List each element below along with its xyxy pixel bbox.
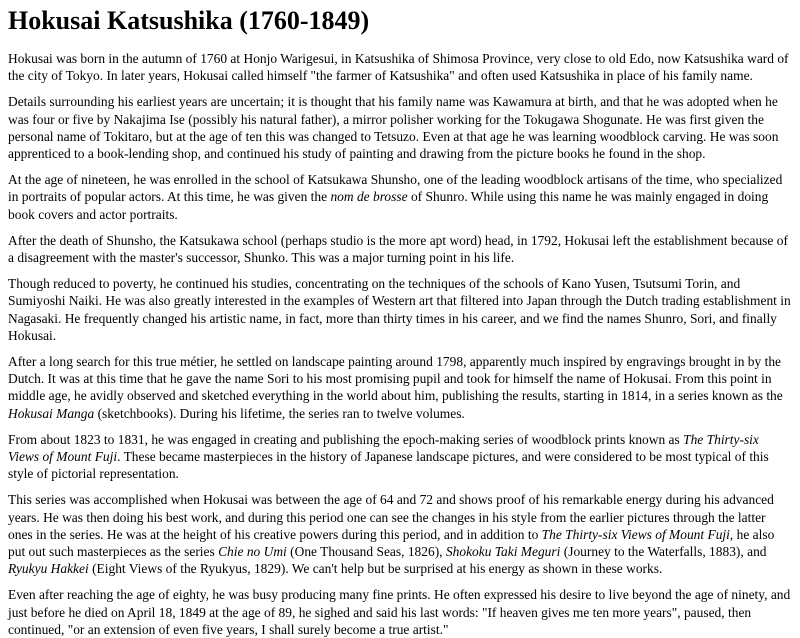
page-title: Hokusai Katsushika (1760-1849) — [8, 6, 370, 35]
paragraph — [8, 275, 792, 344]
paragraph — [8, 50, 792, 84]
italic-title: Ryukyu Hakkei — [8, 561, 89, 577]
paragraph — [8, 353, 792, 422]
text-segment: of Shunro. While using this name he was mainly engaged in doing book covers and actor portraits. — [8, 189, 769, 222]
text-segment: (sketchbooks). During his lifetime, the series ran to twelve volumes. — [94, 405, 465, 421]
italic-title: Hokusai Manga — [8, 405, 95, 421]
paragraph — [8, 431, 792, 483]
text-segment: Details surrounding his earliest years are uncertain; it is thought that his family name was Kawamura at birth, and that he was adopted when he was four or five by Nakajima Ise (possibly his natural father), a mirror polisher working for the Tokugawa Shogunate. He was first given the personal name of Tokitaro, but at the age of ten this was changed to Tetsuzo. Even at that age he was learning woodblock carving. He was soon apprenticed to a book-lending shop, and continued his study of painting and drawing from the picture books he found in the shop. — [8, 94, 779, 162]
text-segment: (Eight Views of the Ryukyus, 1829). We can't help but be surprised at his energy as shown in these works. — [88, 561, 663, 577]
text-segment: (Journey to the Waterfalls, 1883), and — [560, 544, 767, 560]
paragraph — [8, 232, 792, 266]
text-segment: From about 1823 to 1831, he was engaged in creating and publishing the epoch-making series of woodblock prints known as — [8, 431, 684, 447]
text-segment: Though reduced to poverty, he continued his studies, concentrating on the techniques of the schools of Kano Yusen, Tsutsumi Torin, and Sumiyoshi Naiki. He was also greatly interested in the examples of Western art that filtered into Japan through the Dutch trading establishment in Nagasaki. He frequently changed his artistic name, in fact, more than thirty times in his career, and we find the names Shunro, Sori, and finally Hokusai. — [8, 276, 791, 343]
paragraph — [8, 171, 792, 223]
text-segment: (One Thousand Seas, 1826), — [286, 544, 446, 560]
italic-title: Chie no Umi — [218, 544, 287, 560]
text-segment: Even after reaching the age of eighty, he was busy producing many fine prints. He often expressed his desire to live beyond the age of ninety, and just before he died on April 18, 1849 at the age of 89, he sighed and said his last words: "If heaven gives me ten more years", paused, then continued, "or an extension of even five years, I shall surely become a true artist." — [8, 587, 791, 637]
text-segment: . These became masterpieces in the history of Japanese landscape pictures, and were considered to be most typical of this style of pictorial representation. — [8, 449, 769, 482]
text-segment: Hokusai was born in the autumn of 1760 at Honjo Warigesui, in Katsushika of Shimosa Province, very close to old Edo, now Katsushika ward of the city of Tokyo. In later years, Hokusai called himself "the farmer of Katsushika" and often used Katsushika in place of his family name. — [8, 51, 789, 84]
italic-title: The Thirty-six Views of Mount Fuji — [8, 431, 759, 465]
italic-title: nom de brosse — [330, 189, 408, 205]
paragraph — [8, 93, 792, 162]
italic-title: The Thirty-six Views of Mount Fuji — [541, 526, 730, 542]
paragraph — [8, 586, 792, 638]
text-segment: After a long search for this true métier, he settled on landscape painting around 1798, apparently much inspired by engravings brought in by the Dutch. It was at this time that he gave the name Sori to his most promising pupil and took for himself the name of Hokusai. From this point in middle age, he avidly observed and sketched everything in the world about him, publishing the results, starting in 1814, in a series known as the — [8, 354, 783, 404]
text-segment: , he also put out such masterpieces as the series — [8, 526, 775, 560]
text-segment: This series was accomplished when Hokusai was between the age of 64 and 72 and shows proof of his remarkable energy during his advanced years. He was then doing his best work, and during this period one can see the changes in his style from the earlier pictures through the latter ones in the series. He was at the height of his creative powers during this period, and in addition to — [8, 492, 774, 542]
paragraph — [8, 491, 792, 577]
text-segment: At the age of nineteen, he was enrolled in the school of Katsukawa Shunsho, one of the leading woodblock artisans of the time, who specialized in portraits of popular actors. At this time, he was given the — [8, 172, 783, 205]
italic-title: Shokoku Taki Meguri — [445, 544, 561, 560]
article-body — [8, 50, 792, 638]
text-segment: After the death of Shunsho, the Katsukawa school (perhaps studio is the more apt word) head, in 1792, Hokusai left the establishment because of a disagreement with the master's successor, Shunko. This was a major turning point in his life. — [8, 232, 788, 266]
